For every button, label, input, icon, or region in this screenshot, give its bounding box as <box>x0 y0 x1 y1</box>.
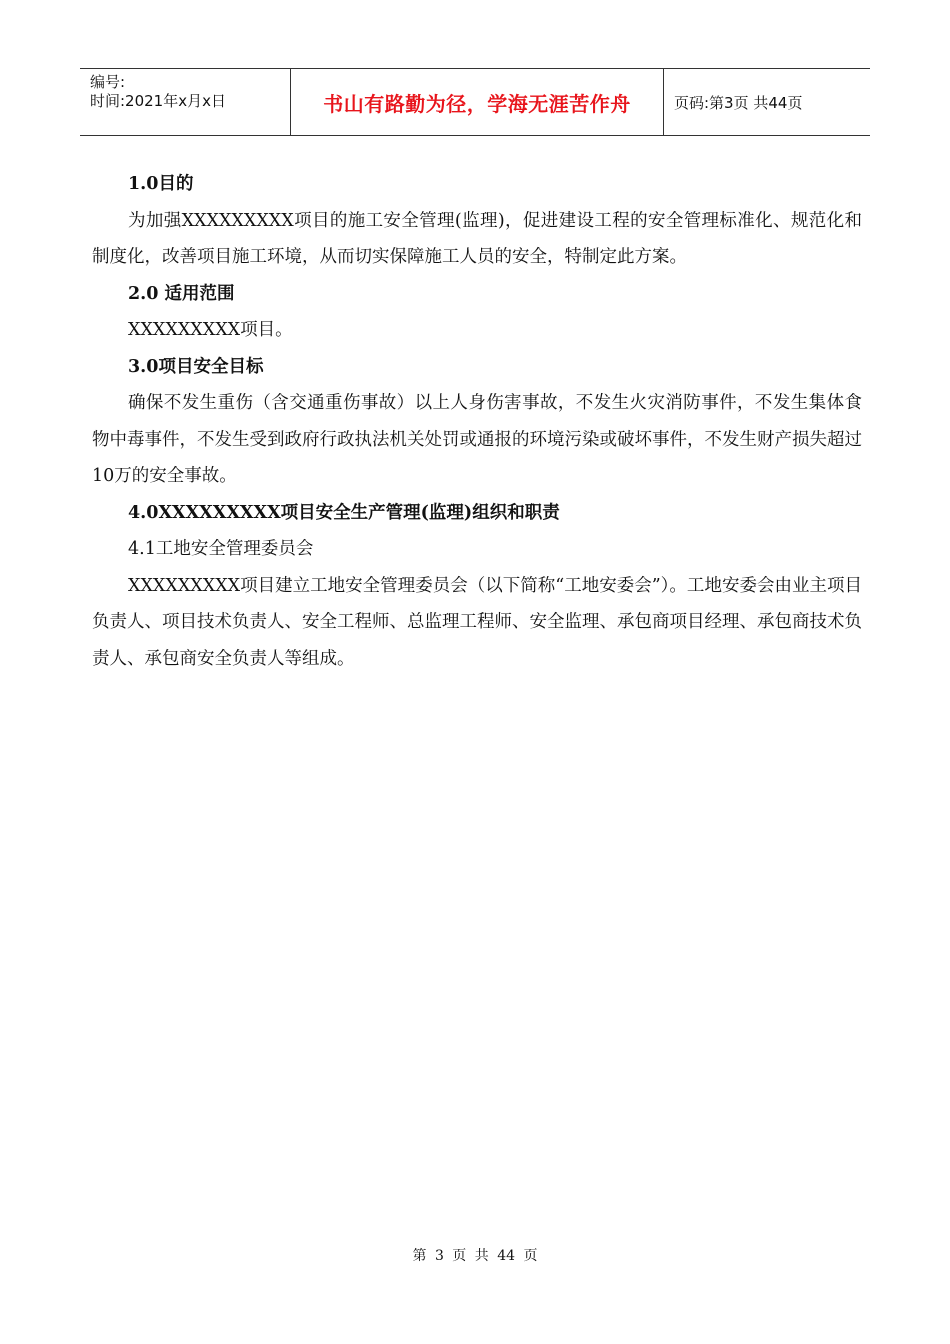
section-text-scope: XXXXXXXXX项目。 <box>128 320 293 340</box>
document-header <box>80 68 870 136</box>
document-body <box>92 166 862 677</box>
header-page-info: 页码:第3页 共44页 <box>664 69 871 136</box>
section-text-purpose: 为加强XXXXXXXXX项目的施工安全管理(监理)，促进建设工程的安全管理标准化、规范化和制度化，改善项目施工环境，从而切实保障施工人员的安全，特制定此方案。 <box>92 210 862 267</box>
subsection-text-committee: XXXXXXXXX项目建立工地安全管理委员会（以下简称“工地安委会”）。工地安委会由业主项目负责人、项目技术负责人、安全工程师、总监理工程师、安全监理、承包商项目经理、承包商技术负责人、承包商安全负责人等组成。 <box>92 575 862 669</box>
section-heading-organization: 4.0XXXXXXXXX项目安全生产管理(监理)组织和职责 <box>128 502 560 523</box>
section-heading-scope: 2.0 适用范围 <box>128 283 235 304</box>
header-motto: 书山有路勤为径，学海无涯苦作舟 <box>291 69 664 136</box>
section-text-safety-goals: 确保不发生重伤（含交通重伤事故）以上人身伤害事故，不发生火灾消防事件，不发生集体食物中毒事件，不发生受到政府行政执法机关处罚或通报的环境污染或破坏事件，不发生财产损失超过10万的安全事故。 <box>92 393 862 486</box>
page-footer: 第 3 页 共 44 页 <box>412 1248 538 1264</box>
section-heading-safety-goals: 3.0项目安全目标 <box>128 356 264 377</box>
section-heading-purpose: 1.0目的 <box>128 174 194 194</box>
document-number-label: 编号: <box>90 73 126 91</box>
subsection-heading-committee: 4.1工地安全管理委员会 <box>128 539 314 559</box>
header-meta-cell <box>80 69 291 136</box>
document-date: 时间:2021年x月x日 <box>90 92 226 110</box>
